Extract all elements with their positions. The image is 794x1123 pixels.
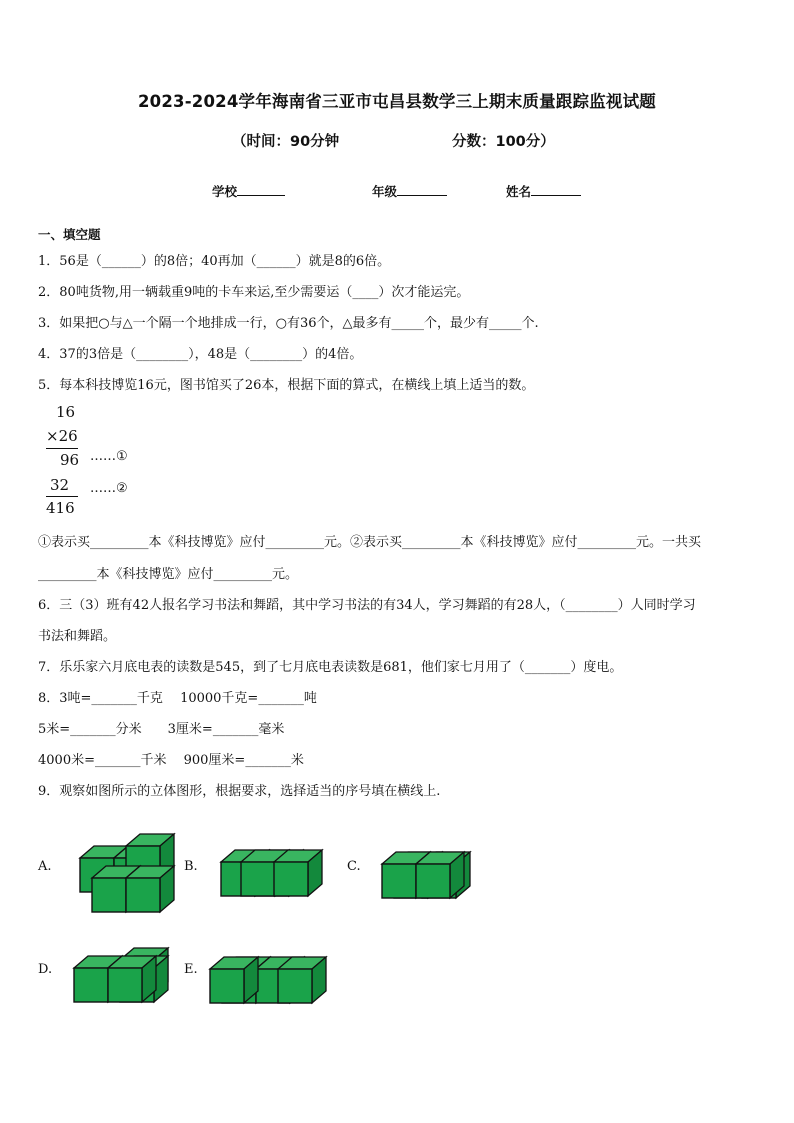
- calc-result: 416: [46, 499, 75, 517]
- unit-cube: [108, 956, 156, 1002]
- grade-field: [372, 182, 447, 200]
- calc-mark-2: ……②: [90, 481, 128, 496]
- figure-c-cubes: [380, 842, 472, 900]
- figure-label-a: A.: [38, 859, 52, 874]
- question-5-answer-line-1: ①表示买_________本《科技博览》应付_________元。②表示买_________本《科技博览》应付_________元。一共买: [38, 535, 702, 550]
- calc-rule-2: [46, 496, 78, 497]
- unit-cube: [278, 957, 326, 1003]
- section-heading: 一、填空题: [38, 227, 101, 242]
- figure-label-b: B.: [184, 859, 198, 874]
- question-5: 5．每本科技博览16元，图书馆买了26本，根据下面的算式，在横线上填上适当的数。: [38, 378, 535, 393]
- figure-b-cubes: [219, 840, 324, 898]
- school-field: [212, 182, 285, 200]
- question-6: 6．三（3）班有42人报名学习书法和舞蹈，其中学习书法的有34人，学习舞蹈的有28人，（________）人同时学习: [38, 598, 696, 613]
- question-8-line-1: 8．3吨=_______千克 10000千克=_______吨: [38, 691, 317, 706]
- name-label: 姓名: [506, 184, 532, 199]
- unit-cube: [126, 866, 174, 912]
- question-8-line-2: 5米=_______分米 3厘米=_______毫米: [38, 722, 285, 737]
- question-2: 2．80吨货物,用一辆载重9吨的卡车来运,至少需要运（____）次才能运完。: [38, 285, 470, 300]
- calc-partial-1: 96: [60, 451, 80, 469]
- question-1: 1．56是（______）的8倍；40再加（______）就是8的6倍。: [38, 254, 391, 269]
- name-field: [506, 182, 581, 200]
- figure-label-e: E.: [184, 962, 198, 977]
- question-8-line-3: 4000米=_______千米 900厘米=_______米: [38, 753, 304, 768]
- calc-multiplier: ×26: [46, 427, 78, 445]
- exam-score: 分数：100分）: [452, 134, 555, 150]
- question-9: 9．观察如图所示的立体图形，根据要求，选择适当的序号填在横线上.: [38, 784, 441, 799]
- school-blank[interactable]: [237, 183, 285, 196]
- school-label: 学校: [212, 184, 238, 199]
- figure-d-cubes: [72, 936, 172, 1004]
- exam-time: （时间：90分钟: [232, 134, 340, 150]
- calc-rule-1: [46, 448, 78, 449]
- figure-label-c: C.: [347, 859, 361, 874]
- calc-mark-1: ……①: [90, 449, 128, 464]
- name-blank[interactable]: [531, 183, 581, 196]
- grade-blank[interactable]: [397, 183, 447, 196]
- unit-cube: [416, 852, 464, 898]
- question-4: 4．37的3倍是（________），48是（________）的4倍。: [38, 347, 363, 362]
- figure-a-cubes: [78, 832, 178, 914]
- question-6-cont: 书法和舞蹈。: [38, 629, 117, 644]
- question-3: 3．如果把○与△一个隔一个地排成一行，○有36个，△最多有_____个，最少有_____个.: [38, 316, 539, 331]
- calc-multiplicand: 16: [56, 403, 76, 421]
- grade-label: 年级: [372, 184, 398, 199]
- question-7: 7．乐乐家六月底电表的读数是545，到了七月底电表读数是681，他们家七月用了（_______）度电。: [38, 660, 623, 675]
- unit-cube: [210, 957, 258, 1003]
- question-5-answer-line-2: _________本《科技博览》应付_________元。: [38, 567, 299, 582]
- unit-cube: [274, 850, 322, 896]
- calc-partial-2: 32: [50, 476, 70, 494]
- page-title: 2023-2024学年海南省三亚市屯昌县数学三上期末质量跟踪监视试题: [138, 92, 656, 111]
- figure-label-d: D.: [38, 962, 53, 977]
- figure-e-cubes: [208, 947, 328, 1005]
